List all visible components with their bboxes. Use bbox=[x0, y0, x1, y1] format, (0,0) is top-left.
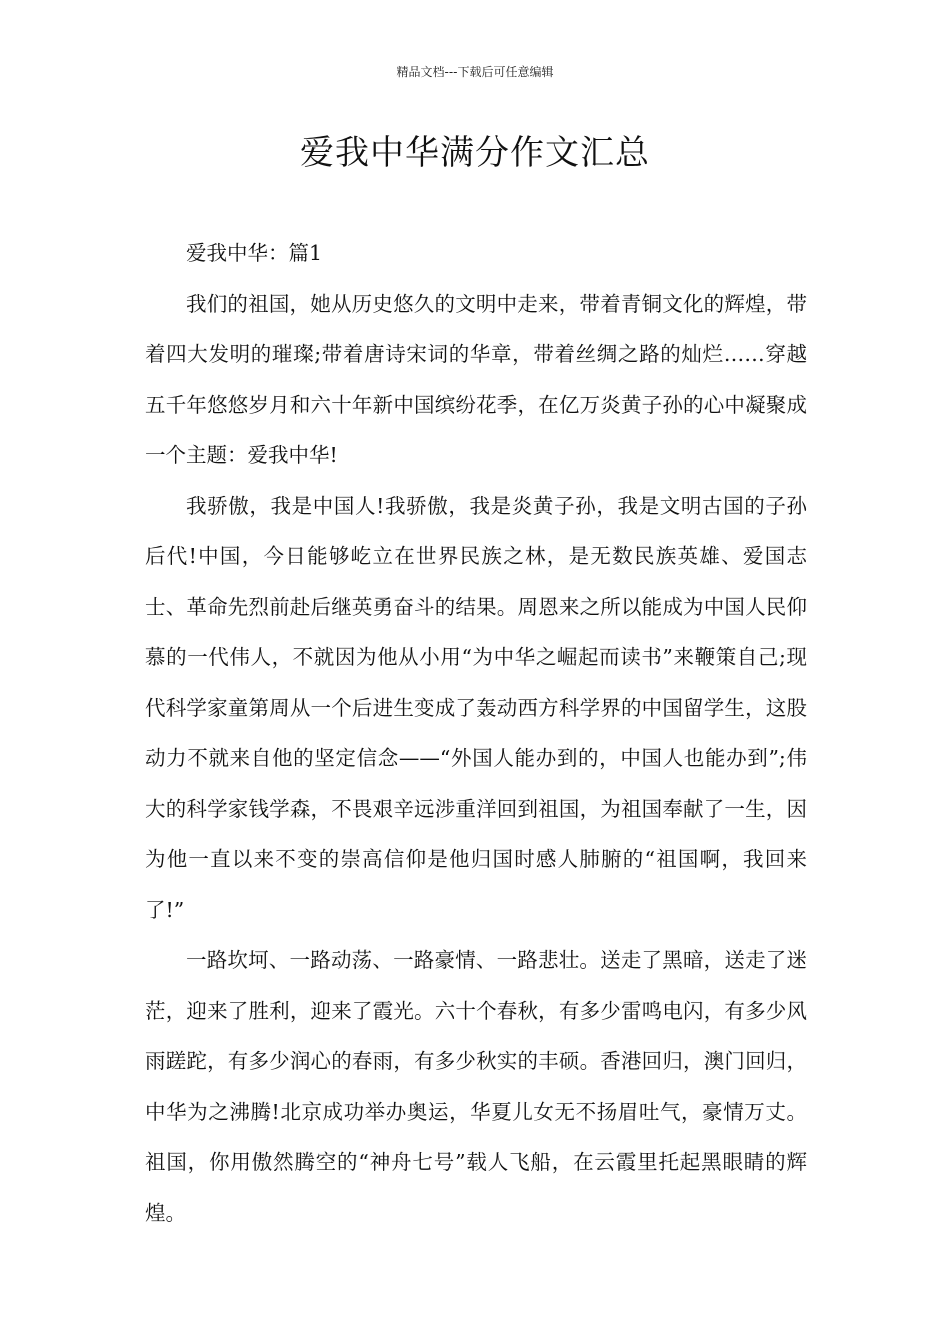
section-heading: 爱我中华：篇1 bbox=[186, 241, 323, 265]
paragraph-3: 一路坎坷、一路动荡、一路豪情、一路悲壮。送走了黑暗，送走了迷茫，迎来了胜利，迎来了霞光。六十个春秋，有多少雷鸣电闪，有多少风雨蹉跎，有多少润心的春雨，有多少秋实的丰硕。香港回归，澳门回归，中华为之沸腾!北京成功举办奥运，华夏儿女无不扬眉吐气，豪情万丈。祖国，你用傲然腾空的“神舟七号”载人飞船，在云霞里托起黑眼睛的辉煌。 bbox=[145, 948, 807, 1225]
document-body bbox=[145, 228, 807, 1238]
document-title: 爱我中华满分作文汇总 bbox=[300, 133, 650, 173]
paragraph-2: 我骄傲，我是中国人!我骄傲，我是炎黄子孙，我是文明古国的子孙后代!中国，今日能够屹立在世界民族之林，是无数民族英雄、爱国志士、革命先烈前赴后继英勇奋斗的结果。周恩来之所以能成为中国人民仰慕的一代伟人，不就因为他从小用“为中华之崛起而读书”来鞭策自己;现代科学家童第周从一个后进生变成了轰动西方科学界的中国留学生，这股动力不就来自他的坚定信念——“外国人能办到的，中国人也能办到”;伟大的科学家钱学森，不畏艰辛远涉重洋回到祖国，为祖国奉献了一生，因为他一直以来不变的崇高信仰是他归国时感人肺腑的“祖国啊，我回来了!” bbox=[145, 493, 807, 922]
header-note: 精品文档---下载后可任意编辑 bbox=[396, 65, 554, 79]
paragraph-1: 我们的祖国，她从历史悠久的文明中走来，带着青铜文化的辉煌，带着四大发明的璀璨;带着唐诗宋词的华章，带着丝绸之路的灿烂……穿越五千年悠悠岁月和六十年新中国缤纷花季，在亿万炎黄子孙的心中凝聚成一个主题：爱我中华! bbox=[145, 291, 807, 467]
